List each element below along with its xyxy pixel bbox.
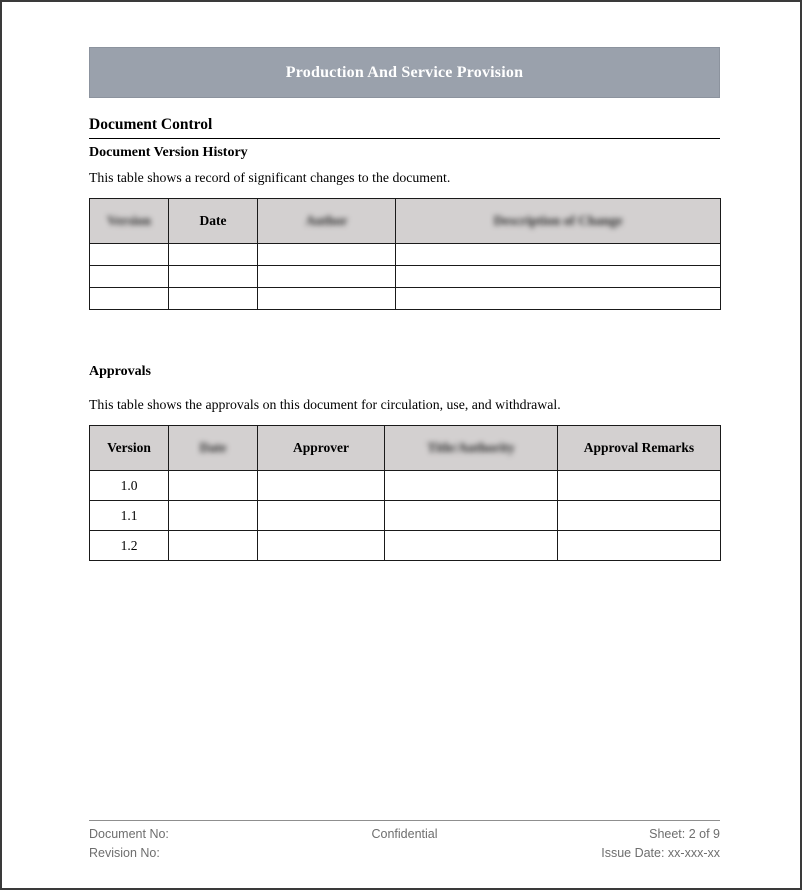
column-header-version-label: Version <box>107 213 151 229</box>
table-row[interactable] <box>90 531 721 561</box>
table-row[interactable] <box>90 266 721 288</box>
cell-title-authority[interactable] <box>385 531 558 561</box>
cell-author[interactable] <box>258 288 396 310</box>
cell-version[interactable] <box>90 288 169 310</box>
approvals-intro-text: This table shows the approvals on this document for circulation, use, and withdrawal. <box>89 397 561 413</box>
column-header-version <box>90 199 169 244</box>
column-header-date <box>169 426 258 471</box>
cell-description[interactable] <box>396 266 721 288</box>
cell-title-authority[interactable] <box>385 501 558 531</box>
cell-approver[interactable] <box>258 531 385 561</box>
column-header-approval-remarks <box>558 426 721 471</box>
cell-version[interactable]: 1.0 <box>90 471 169 501</box>
subsection-heading-approvals: Approvals <box>89 364 151 380</box>
footer-row-top <box>89 825 720 844</box>
table-row[interactable] <box>90 288 721 310</box>
approvals-table <box>89 425 721 561</box>
column-header-date <box>169 199 258 244</box>
page-content <box>89 47 720 561</box>
column-header-version <box>90 426 169 471</box>
cell-approver[interactable] <box>258 471 385 501</box>
version-history-table <box>89 198 721 310</box>
footer-issue-date: Issue Date: xx-xxx-xx <box>601 845 720 860</box>
document-title-banner <box>89 47 720 98</box>
footer-revision-no: Revision No: <box>89 845 160 860</box>
cell-version[interactable]: 1.1 <box>90 501 169 531</box>
column-header-description-of-change <box>396 199 721 244</box>
cell-author[interactable] <box>258 244 396 266</box>
cell-description[interactable] <box>396 288 721 310</box>
cell-date[interactable] <box>169 471 258 501</box>
section-spacer <box>89 310 720 364</box>
table-row[interactable] <box>90 501 721 531</box>
column-header-approval-remarks-label: Approval Remarks <box>583 440 695 456</box>
cell-approval-remarks[interactable] <box>558 471 721 501</box>
column-header-date-label: Date <box>199 213 227 229</box>
footer-sheet-number: Sheet: 2 of 9 <box>649 827 720 841</box>
cell-date[interactable] <box>169 266 258 288</box>
cell-version[interactable]: 1.2 <box>90 531 169 561</box>
cell-version[interactable] <box>90 244 169 266</box>
cell-date[interactable] <box>169 531 258 561</box>
column-header-title-authority-label: Title/Authority <box>427 440 515 456</box>
cell-title-authority[interactable] <box>385 471 558 501</box>
table-header-row <box>90 199 721 244</box>
table-row[interactable] <box>90 471 721 501</box>
cell-approval-remarks[interactable] <box>558 531 721 561</box>
table-header-row <box>90 426 721 471</box>
footer-row-bottom <box>89 844 720 863</box>
cell-author[interactable] <box>258 266 396 288</box>
column-header-approver <box>258 426 385 471</box>
subsection-heading-version-history: Document Version History <box>89 145 248 160</box>
column-header-approver-label: Approver <box>293 440 349 456</box>
page-footer <box>89 820 720 863</box>
cell-description[interactable] <box>396 244 721 266</box>
cell-date[interactable] <box>169 501 258 531</box>
column-header-author <box>258 199 396 244</box>
column-header-date-label: Date <box>199 440 227 456</box>
column-header-title-authority <box>385 426 558 471</box>
column-header-description-of-change-label: Description of Change <box>493 213 623 229</box>
column-header-version-label: Version <box>107 440 151 456</box>
footer-document-no: Document No: <box>89 827 169 841</box>
cell-date[interactable] <box>169 244 258 266</box>
document-title: Production And Service Provision <box>285 63 524 81</box>
column-header-author-label: Author <box>305 213 348 229</box>
version-history-intro-text: This table shows a record of significant changes to the document. <box>89 170 451 185</box>
cell-date[interactable] <box>169 288 258 310</box>
footer-classification: Confidential <box>371 827 438 841</box>
cell-version[interactable] <box>90 266 169 288</box>
table-row[interactable] <box>90 244 721 266</box>
cell-approver[interactable] <box>258 501 385 531</box>
cell-approval-remarks[interactable] <box>558 501 721 531</box>
section-heading-document-control: Document Control <box>89 116 720 139</box>
